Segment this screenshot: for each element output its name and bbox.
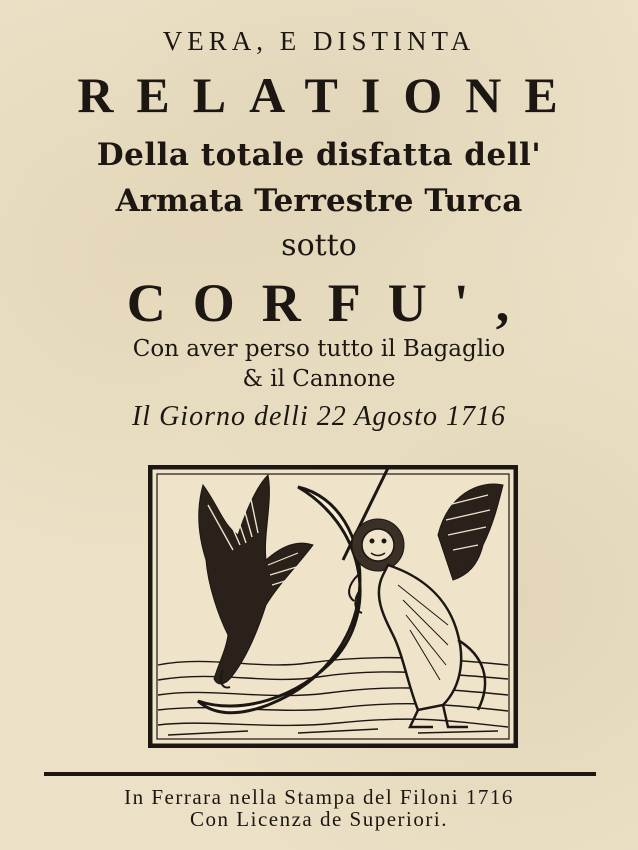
title-line-armata: Armata Terrestre Turca	[115, 183, 523, 219]
main-title-relatione: RELATIONE	[77, 67, 581, 123]
title-line-cannone: & il Cannone	[242, 366, 396, 392]
title-place-corfu: CORFU',	[126, 273, 537, 333]
imprint-printer-line: In Ferrara nella Stampa del Filoni 1716	[124, 785, 514, 809]
subtitle-vera-e-distinta: VERA, E DISTINTA	[162, 26, 476, 56]
title-line-bagaglio: Con aver perso tutto il Bagaglio	[132, 336, 506, 362]
title-line-disfatta: Della totale disfatta dell'	[96, 137, 542, 173]
title-line-sotto: sotto	[281, 228, 357, 263]
divider-rule	[44, 771, 596, 777]
woodcut-illustration	[148, 465, 518, 748]
imprint-license-line: Con Licenza de Superiori.	[190, 807, 448, 831]
date-line: Il Giorno delli 22 Agosto 1716	[131, 401, 507, 432]
